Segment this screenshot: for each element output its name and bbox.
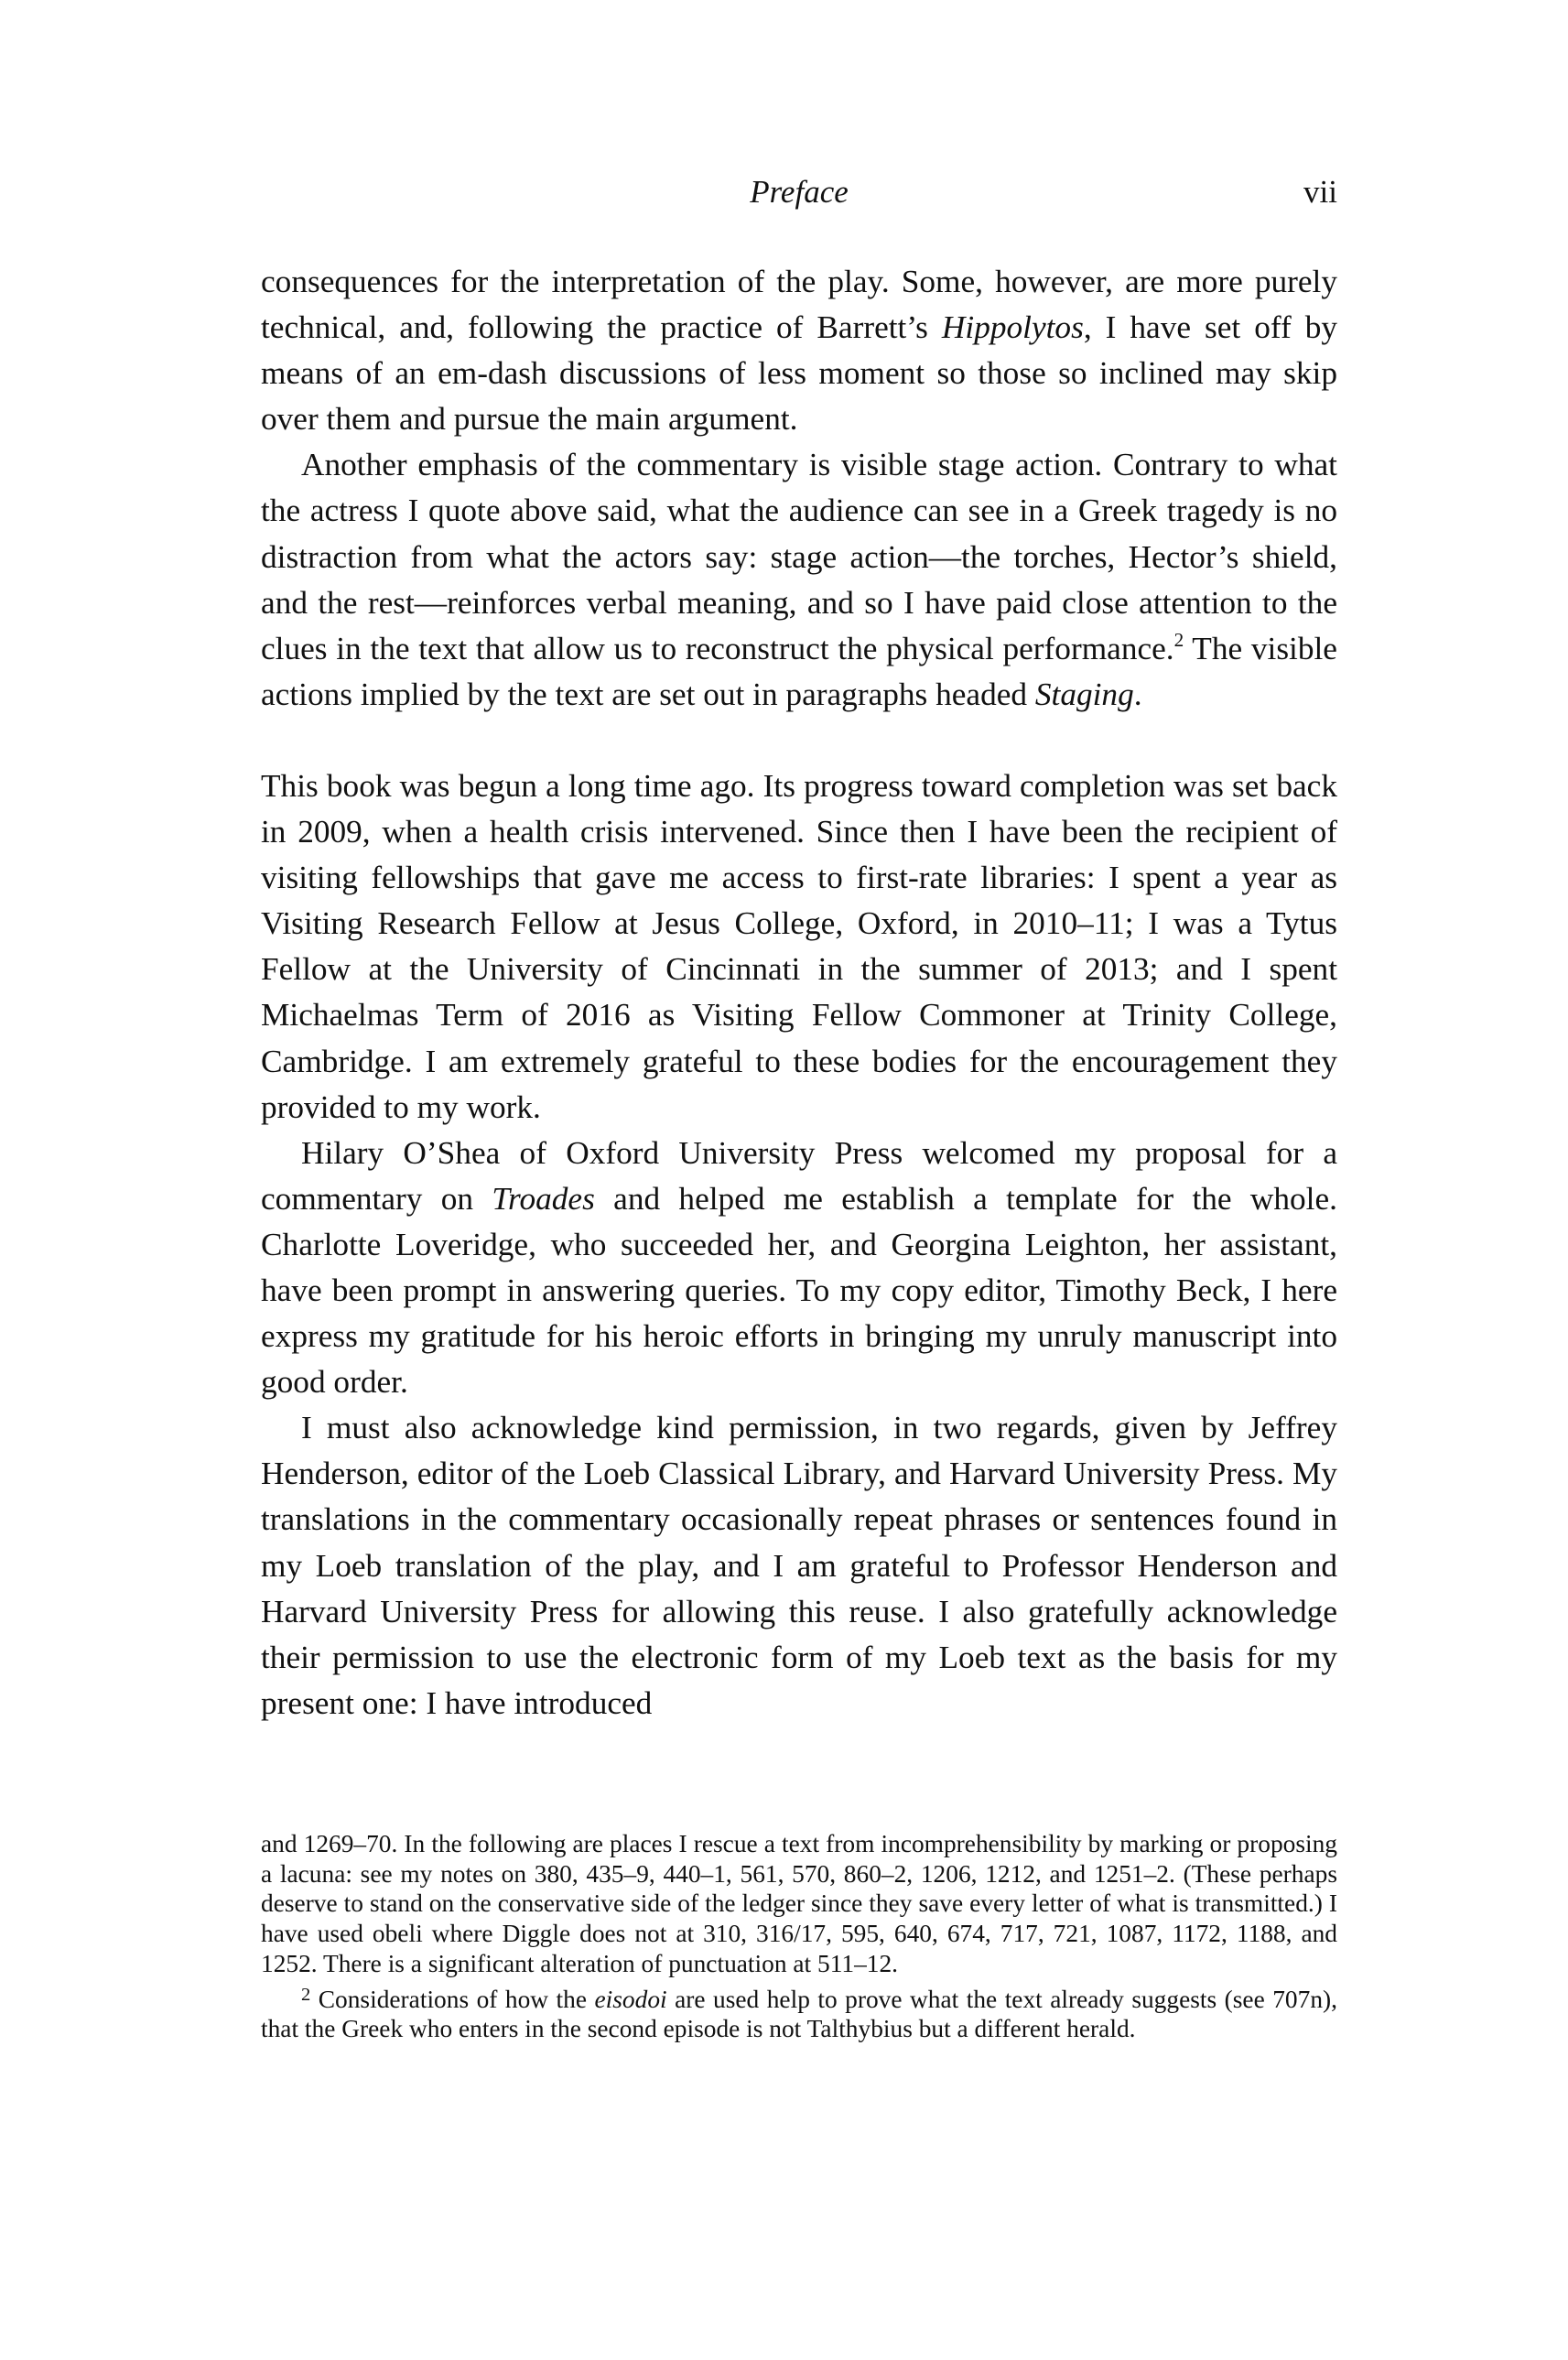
footnote-2: [261, 1985, 1337, 2044]
running-head: Preface: [750, 174, 849, 210]
main-text: [261, 259, 1337, 1727]
paragraph: [261, 1131, 1337, 1406]
text-span: , I have set off by means of an em-dash discussions of less moment so those so inclined may skip over them and pursue the main argument.: [261, 309, 1337, 438]
footnotes: [261, 1829, 1337, 2044]
page-header: [261, 174, 1337, 229]
footnote-continuation: and 1269–70. In the following are places I rescue a text from incomprehensibility by marking or proposing a lacuna: see my notes on 380, 435–9, 440–1, 561, 570, 860–2, 1206, 1212, and 1251–2. (These perhaps deserve to stand on the conservative side of the ledger since they save every letter of what is transmitted.) I have used obeli where Diggle does not at 310, 316/17, 595, 640, 674, 717, 721, 1087, 1172, 1188, and 1252. There is a significant alteration of punctuation at 511–12.: [261, 1830, 1337, 1977]
italic-term: eisodoi: [594, 1985, 667, 2013]
paragraph: [261, 259, 1337, 442]
paragraph: This book was begun a long time ago. Its progress toward completion was set back in 2009, when a health crisis intervened. Since then I have been the recipient of visiting fellowships that gave me access to first-rate libraries: I spent a year as Visiting Research Fellow at Jesus College, Oxford, in 2010–11; I was a Tytus Fellow at the University of Cincinnati in the summer of 2013; and I spent Michaelmas Term of 2016 as Visiting Fellow Commoner at Trinity College, Cambridge. I am extremely grateful to these bodies for the encouragement they provided to my work.: [261, 767, 1337, 1125]
italic-term: Staging: [1034, 676, 1134, 712]
italic-title: Hippolytos: [941, 309, 1084, 346]
text-span: .: [1133, 676, 1142, 712]
text-span: are used help to prove what the text already suggests (see 707n), that the Greek who enters in the second episode is not Talthybius but a different herald.: [261, 1985, 1337, 2043]
footnote-reference[interactable]: 2: [1173, 628, 1184, 651]
italic-title: Troades: [492, 1180, 595, 1217]
paragraph: I must also acknowledge kind permission, in two regards, given by Jeffrey Henderson, editor of the Loeb Classical Library, and Harvard University Press. My translations in the commentary occasionally repeat phrases or sentences found in my Loeb translation of the play, and I am grateful to Professor Henderson and Harvard University Press for allowing this reuse. I also gratefully acknowledge their permission to use the electronic form of my Loeb text as the basis for my present one: I have introduced: [261, 1410, 1337, 1721]
text-span: and helped me establish a template for the whole. Charlotte Loveridge, who succeeded her, and Georgina Leighton, her assistant, have been prompt in answering queries. To my copy editor, Timothy Beck, I here express my gratitude for his heroic efforts in bringing my unruly manuscript into good order.: [261, 1180, 1337, 1401]
page-number: vii: [1303, 174, 1337, 210]
text-span: Another emphasis of the commentary is visible stage action. Contrary to what the actress I quote above said, what the audience can see in a Greek tragedy is no distraction from what the actors say: stage action—the torches, Hector’s shield, and the rest—reinforces verbal meaning, and so I have paid close attention to the clues in the text that allow us to reconstruct the physical performance.: [261, 447, 1337, 666]
footnote-marker: 2: [301, 1984, 311, 2005]
text-span: Considerations of how the: [310, 1985, 595, 2013]
text-span: Hilary O’Shea of Oxford University Press welcomed my proposal for a commentary on: [261, 1134, 1337, 1217]
paragraph: [261, 442, 1337, 718]
text-span: consequences for the interpretation of the play. Some, however, are more purely technical, and, following the practice of Barrett’s: [261, 264, 1337, 346]
text-span: The visible actions implied by the text are set out in paragraphs headed: [261, 630, 1337, 712]
